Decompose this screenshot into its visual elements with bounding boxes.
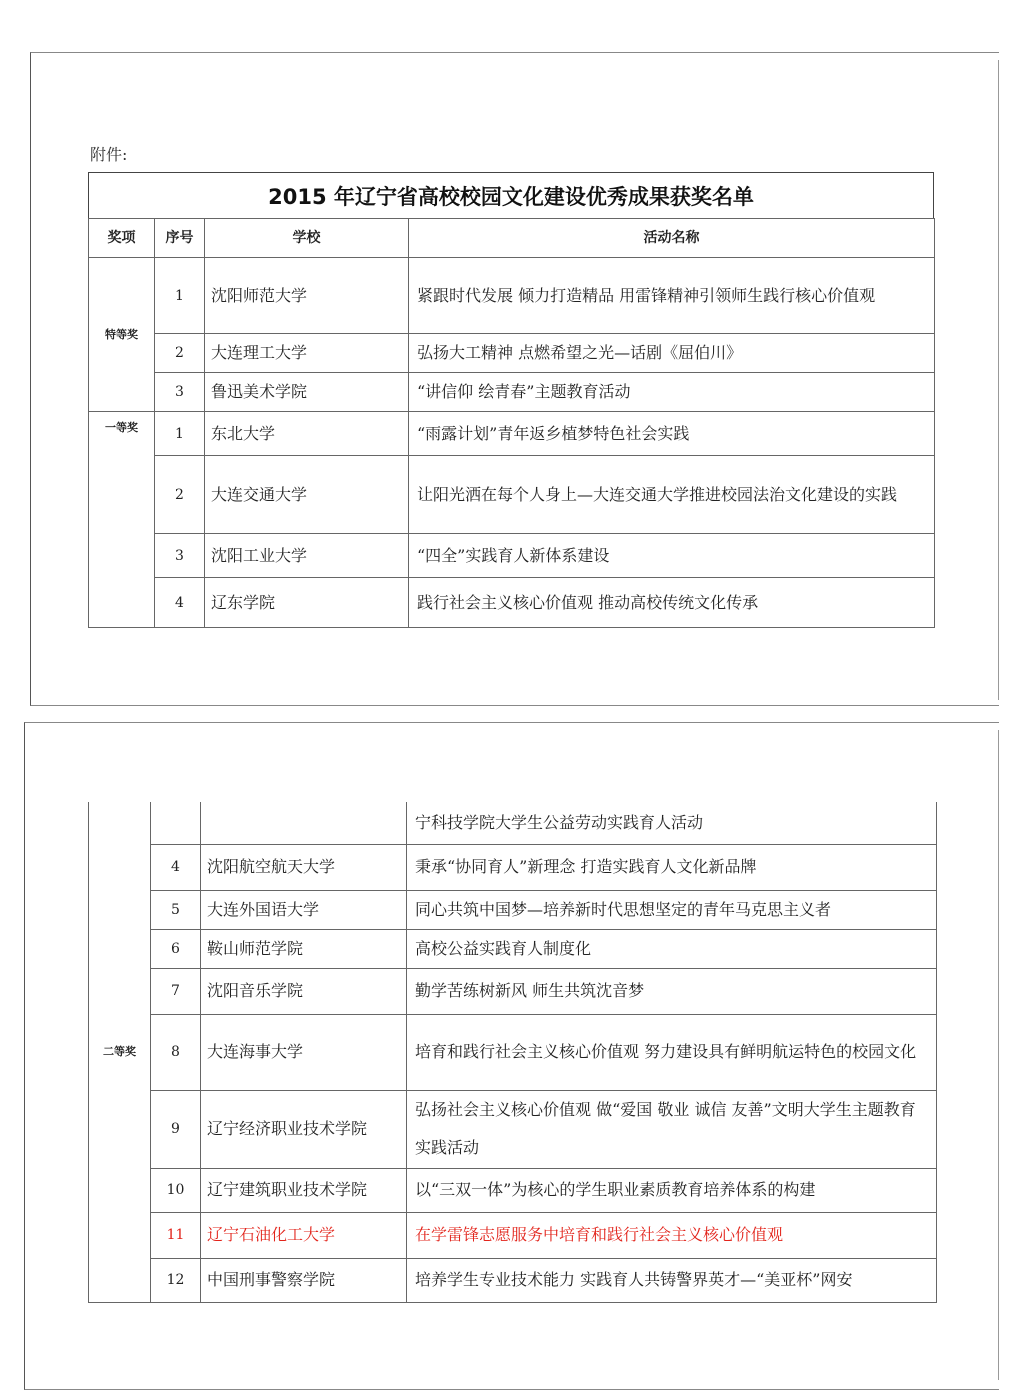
row-activity: 紧跟时代发展 倾力打造精品 用雷锋精神引领师生践行核心价值观 [409,258,935,334]
row-school: 东北大学 [205,412,409,456]
table-row [89,1014,937,1090]
attachment-label: 附件: [90,145,128,164]
award-special: 特等奖 [89,258,155,412]
table-row [89,929,937,968]
award-first: 一等奖 [89,412,155,628]
table-row [89,258,935,334]
row-num: 10 [151,1168,201,1212]
row-num: 8 [151,1014,201,1090]
table-row [89,578,935,628]
table-row [89,968,937,1014]
row-school: 中国刑事警察学院 [201,1258,407,1302]
row-num: 3 [155,534,205,578]
scan-edge-line [998,730,999,1380]
row-school: 大连交通大学 [205,456,409,534]
row-num: 1 [155,412,205,456]
header-num: 序号 [155,219,205,258]
header-activity: 活动名称 [409,219,935,258]
table-row [89,844,937,890]
row-activity: 践行社会主义核心价值观 推动高校传统文化传承 [409,578,935,628]
table-row [89,334,935,373]
row-activity: 宁科技学院大学生公益劳动实践育人活动 [407,802,937,844]
row-num: 11 [151,1212,201,1258]
row-school: 大连海事大学 [201,1014,407,1090]
row-school: 沈阳工业大学 [205,534,409,578]
row-activity: 培育和践行社会主义核心价值观 努力建设具有鲜明航运特色的校园文化 [407,1014,937,1090]
row-activity: 弘扬大工精神 点燃希望之光—话剧《屈伯川》 [409,334,935,373]
table-row [89,456,935,534]
awards-table-page-1 [88,218,935,628]
row-school [201,802,407,844]
award-second: 二等奖 [89,802,151,1302]
table-row [89,1090,937,1168]
row-activity: 以“三双一体”为核心的学生职业素质教育培养体系的构建 [407,1168,937,1212]
row-activity: 弘扬社会主义核心价值观 做“爱国 敬业 诚信 友善”文明大学生主题教育实践活动 [407,1090,937,1168]
row-school: 辽东学院 [205,578,409,628]
table-row-highlighted [89,1212,937,1258]
row-num: 12 [151,1258,201,1302]
row-school: 沈阳师范大学 [205,258,409,334]
row-num: 7 [151,968,201,1014]
row-activity: 在学雷锋志愿服务中培育和践行社会主义核心价值观 [407,1212,937,1258]
row-activity: “讲信仰 绘青春”主题教育活动 [409,373,935,412]
scan-edge-line [998,60,999,700]
row-school: 鞍山师范学院 [201,929,407,968]
row-num: 3 [155,373,205,412]
row-activity: 同心共筑中国梦—培养新时代思想坚定的青年马克思主义者 [407,890,937,929]
row-activity: 让阳光洒在每个人身上—大连交通大学推进校园法治文化建设的实践 [409,456,935,534]
row-num: 4 [151,844,201,890]
table-row [89,1168,937,1212]
row-num: 2 [155,456,205,534]
row-school: 沈阳音乐学院 [201,968,407,1014]
row-num [151,802,201,844]
row-num: 6 [151,929,201,968]
table-row [89,1258,937,1302]
row-school: 辽宁经济职业技术学院 [201,1090,407,1168]
row-num: 9 [151,1090,201,1168]
row-school: 大连理工大学 [205,334,409,373]
row-num: 2 [155,334,205,373]
document-title: 2015 年辽宁省高校校园文化建设优秀成果获奖名单 [88,172,934,218]
row-school: 辽宁石油化工大学 [201,1212,407,1258]
row-num: 5 [151,890,201,929]
row-activity: 勤学苦练树新风 师生共筑沈音梦 [407,968,937,1014]
row-activity: 高校公益实践育人制度化 [407,929,937,968]
row-activity: “四全”实践育人新体系建设 [409,534,935,578]
table-row [89,890,937,929]
table-row [89,412,935,456]
row-activity: “雨露计划”青年返乡植梦特色社会实践 [409,412,935,456]
header-school: 学校 [205,219,409,258]
row-school: 大连外国语大学 [201,890,407,929]
table-row [89,802,937,844]
row-school: 沈阳航空航天大学 [201,844,407,890]
row-school: 鲁迅美术学院 [205,373,409,412]
row-school: 辽宁建筑职业技术学院 [201,1168,407,1212]
header-award: 奖项 [89,219,155,258]
row-activity: 秉承“协同育人”新理念 打造实践育人文化新品牌 [407,844,937,890]
table-row [89,534,935,578]
table-row [89,373,935,412]
row-num: 1 [155,258,205,334]
table-header-row [89,219,935,258]
awards-table-page-2 [88,802,937,1303]
row-activity: 培养学生专业技术能力 实践育人共铸警界英才—“美亚杯”网安 [407,1258,937,1302]
row-num: 4 [155,578,205,628]
